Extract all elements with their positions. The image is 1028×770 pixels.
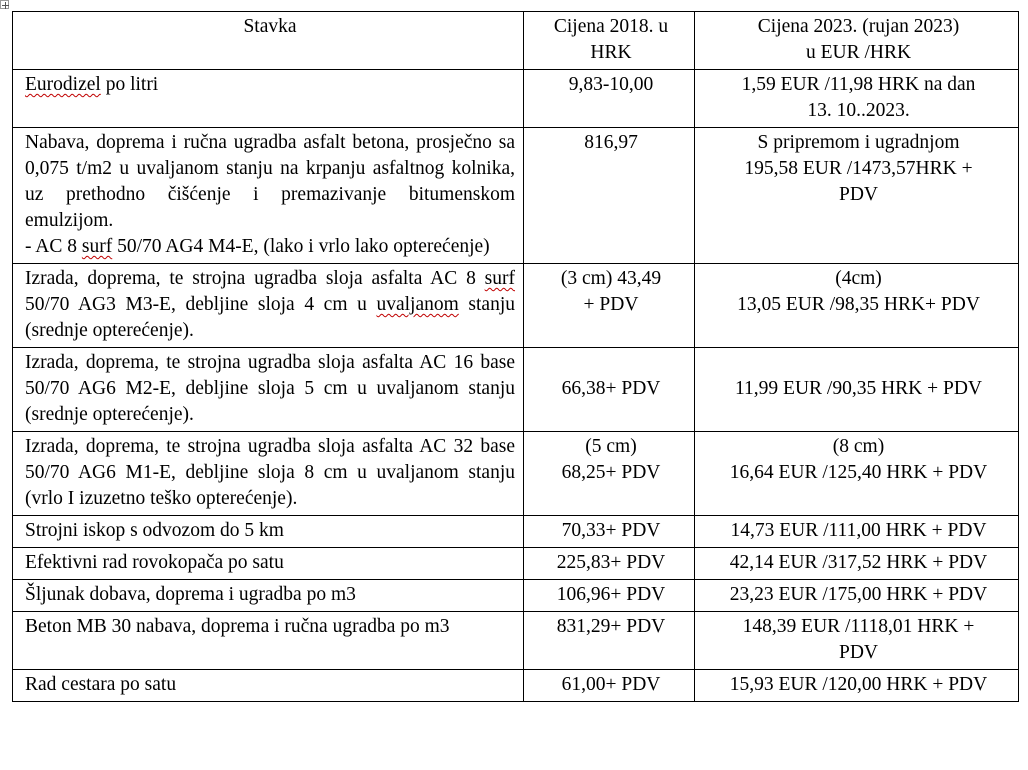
cell-price-2023 <box>695 670 1019 702</box>
price-text: PDV <box>838 184 878 205</box>
header-item-label: Stavka <box>243 16 297 37</box>
price-text: (8 cm) <box>832 436 885 457</box>
cell-price-2018 <box>524 670 695 702</box>
table-row <box>13 264 1019 348</box>
cell-item <box>13 264 524 348</box>
price-text: 15,93 EUR /120,00 HRK + PDV <box>729 674 988 695</box>
cell-price-2023 <box>695 580 1019 612</box>
price-text: (4cm) <box>835 268 882 289</box>
price-text: 11,99 EUR /90,35 HRK + PDV <box>735 378 982 399</box>
cell-price-2023 <box>695 432 1019 516</box>
price-text: 23,23 EUR /175,00 HRK + PDV <box>729 584 988 605</box>
price-text: + PDV <box>583 294 639 315</box>
item-text: Efektivni rad rovokopača po satu <box>25 552 284 573</box>
cell-price-2018 <box>524 348 695 432</box>
price-text: (5 cm) <box>585 436 637 457</box>
table-row <box>13 670 1019 702</box>
price-text: PDV <box>838 642 878 663</box>
table-row <box>13 348 1019 432</box>
item-text: Šljunak dobava, doprema i ugradba po m3 <box>25 584 356 605</box>
price-table <box>12 11 1019 702</box>
spellcheck-word: uvaljanom <box>376 294 459 315</box>
cell-price-2018 <box>524 548 695 580</box>
table-move-handle-icon[interactable] <box>0 0 9 9</box>
item-text: Izrada, doprema, te strojna ugradba sloja asfalta AC 8 <box>25 268 485 289</box>
table-row <box>13 548 1019 580</box>
price-text: (3 cm) 43,49 <box>560 268 662 289</box>
item-text: Strojni iskop s odvozom do 5 km <box>25 520 284 541</box>
price-text: 831,29+ PDV <box>556 616 666 637</box>
item-text: - AC 8 <box>25 236 82 257</box>
price-text: 1,59 EUR /11,98 HRK na dan <box>741 74 976 95</box>
cell-item <box>13 516 524 548</box>
cell-price-2023 <box>695 348 1019 432</box>
header-price-2018 <box>524 12 695 70</box>
item-text: 50/70 AG3 M3-E, debljine sloja 4 cm u <box>25 294 377 315</box>
item-text: Izrada, doprema, te strojna ugradba sloja asfalta AC 16 base 50/70 AG6 M2-E, debljine sloja 5 cm u uvaljanom stanju (srednje opterećenje). <box>25 352 515 425</box>
cell-price-2018 <box>524 264 695 348</box>
item-text: Izrada, doprema, te strojna ugradba sloja asfalta AC 32 base 50/70 AG6 M1-E, debljine sloja 8 cm u uvaljanom stanju (vrlo I izuzetno teško opterećenje). <box>25 436 515 509</box>
item-text: Beton MB 30 nabava, doprema i ručna ugradba po m3 <box>25 616 450 637</box>
price-text: 13. 10..2023. <box>807 100 910 121</box>
cell-item <box>13 612 524 670</box>
header-item <box>13 12 524 70</box>
cell-item <box>13 548 524 580</box>
table-row <box>13 70 1019 128</box>
cell-price-2018 <box>524 70 695 128</box>
table-row <box>13 580 1019 612</box>
price-text: 16,64 EUR /125,40 HRK + PDV <box>729 462 988 483</box>
item-text: Nabava, doprema i ručna ugradba asfalt betona, prosječno sa 0,075 t/m2 u uvaljanom stanju na krpanju asfaltnog kolnika, uz prethodno čišćenje i premazivanje bitumenskom emulzijom. <box>25 132 515 231</box>
cell-item <box>13 128 524 264</box>
price-text: 148,39 EUR /1118,01 HRK + <box>742 616 975 637</box>
price-text: 66,38+ PDV <box>561 378 661 399</box>
table-row <box>13 432 1019 516</box>
price-text: S pripremom i ugradnjom <box>757 132 960 153</box>
spellcheck-word: surf <box>81 236 113 257</box>
item-text: 50/70 AG4 M4-E, (lako i vrlo lako opterećenje) <box>112 236 490 257</box>
price-text: 195,58 EUR /1473,57HRK + <box>744 158 973 179</box>
cell-item <box>13 432 524 516</box>
price-text: 14,73 EUR /111,00 HRK + PDV <box>730 520 987 541</box>
item-text: Rad cestara po satu <box>25 674 177 695</box>
header-line: Cijena 2023. (rujan 2023) <box>757 16 960 37</box>
header-row <box>13 12 1019 70</box>
cell-item <box>13 670 524 702</box>
cell-price-2018 <box>524 128 695 264</box>
table-row <box>13 128 1019 264</box>
price-text: 816,97 <box>584 132 638 153</box>
cell-price-2023 <box>695 548 1019 580</box>
price-text: 13,05 EUR /98,35 HRK+ PDV <box>737 294 980 315</box>
price-text: 61,00+ PDV <box>561 674 661 695</box>
cell-price-2023 <box>695 128 1019 264</box>
price-text: 9,83-10,00 <box>568 74 654 95</box>
price-text: 42,14 EUR /317,52 HRK + PDV <box>729 552 988 573</box>
cell-price-2023 <box>695 264 1019 348</box>
cell-price-2023 <box>695 516 1019 548</box>
cell-price-2023 <box>695 612 1019 670</box>
cell-price-2018 <box>524 516 695 548</box>
header-price-2023 <box>695 12 1019 70</box>
price-text: 70,33+ PDV <box>561 520 661 541</box>
cell-price-2018 <box>524 612 695 670</box>
table-row <box>13 612 1019 670</box>
cell-item <box>13 580 524 612</box>
price-text: 225,83+ PDV <box>556 552 666 573</box>
cell-price-2023 <box>695 70 1019 128</box>
spellcheck-word: surf <box>484 268 515 289</box>
header-line: HRK <box>590 42 632 63</box>
item-text: stanju (srednje opterećenje). <box>25 294 515 341</box>
header-line: Cijena 2018. u <box>553 16 669 37</box>
table-row <box>13 516 1019 548</box>
price-text: 106,96+ PDV <box>556 584 666 605</box>
cell-item <box>13 348 524 432</box>
cell-price-2018 <box>524 580 695 612</box>
header-line: u EUR /HRK <box>805 42 912 63</box>
price-text: 68,25+ PDV <box>561 462 661 483</box>
item-text: po litri <box>100 74 159 95</box>
cell-price-2018 <box>524 432 695 516</box>
spellcheck-word: Eurodizel <box>25 74 101 95</box>
cell-item <box>13 70 524 128</box>
